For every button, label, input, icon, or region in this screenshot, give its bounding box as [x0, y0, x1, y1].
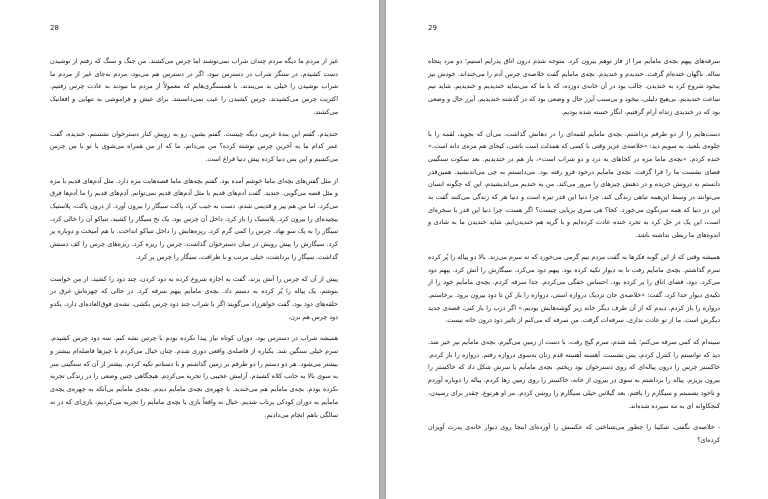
- paragraph: از مثل گفتن‌های بچه‌ای ماما خوشم آمده بود. گفتم بچه‌های ماما قصه‌هایت مزه دارد. مثل آدم‌های قدیم با مزه و مثل قصه می‌گویی. خندید. گفت آدم‌های قدیم با مثل آدم‌های قدیم نمی‌توانم. آدم‌های قدیم را ما آدم‌ها فرق می‌کرد. اما من هم پیر و قدیمی شدم. دست به جیب کرد، پاکت سیگار را بیرون آورد. از درون پاکت، پلاستیک پیچیده‌ای را بیرون کرد. پلاستیک را باز کرد، داخل آن چرس بود. یک نخ سیگار را کشید. تنباکو آن را خالی کرد، سیگار را به یک سو نهاد. چرس را کمی گرم کرد، ریزه‌هایش را داخل تنباکو انداخت. با هم آمیخت و دوباره پر کرد. سیگارش را پیش رویش در میان دسترخوان گذاشت. چرس را ریزه کرد. ریزه‌های چرس را کف دستش گذاشت. سیگار را برداشت، خیلی مرتب و با ظرافت، سیگار را چرس پر کرد.: [50, 176, 338, 261]
- paragraph: همیشه شراب در دسترس بود، دوران کوتاه نیاز پیدا نکرده بودم با چرس نشه کنم. سه دود چرس کشیدم. سرم خیلی سنگین شد. یکباره از فاصله‌ی واقعی دوری شدم. چنان خیال می‌کردم با چیزها فاصله‌ام بیشتر و بیشتر می‌شود. هر دو دستم را دو طرفم بر زمین گذاشتم و با دستانم تکیه کردم. بیشتر از آن که سنگینی سر به سوی بالا به جانب کلاه کشیدم. آرامش عجیبی را تجربه می‌کردم. هیچگاهی چنین وضعی را در زندگی تجربه نکرده بودم. بچه‌ی ماماَیم هم می‌خندید. با چهره‌ی بچه‌ی ماماَیم دیدم. بچه‌ی ماماَیم بی‌آنکه به چهره‌ی بچه‌ی ماماَیم به دوران کودکی پرتاب شدیم. خیال نه واقعاً بازی با بچه‌ی ماماَیم را تجربه می‌کردیم، بازی‌ای که در نه سالگی باهم انجام می‌دادیم.: [50, 334, 338, 419]
- paragraph: خندیدم. گفتم این بندهٔ غریبی دیگه چیست. گفتم بشین. رو به رویش کنار دسترخوان نشستم. خندیده، گفت عمر کدام ما به آخرین چرس نوشته کرده؟ من می‌دانم. ما که از من همراه می‌شوی با تو با من چرس می‌کشیم و این پس دنیا کرده پیش دنیا فراغ است.: [50, 129, 338, 163]
- paragraph: - خلاصه‌ی نگفتی، شکیبا را چطور می‌شناختی که عکسش را آورده‌ای اینجا روی دیوار خانه‌ی پدرت آویزان کرده‌ای؟: [428, 423, 720, 444]
- page-number: 28: [50, 24, 59, 32]
- right-page: [386, 0, 768, 499]
- paragraph: غیر از مردم ما دیگه مردم چندان شراب نمی‌نوشند اما چرس می‌کشند. من جنگ و سنگ که رفتم از نوشیدن دست کشیدم. در سنگر شراب در دسترس نبود، اگر در دسترس هم می‌بود، مردم به‌جای غیر از مردم ما شراب نوشیدن را خیلی بد می‌پندند. با همسنگری‌هایم که معمولاً از مردم ما نبودند به عادت چرس رفتیم. اکثریت چرس می‌کشیدند. چرس کشیدن را عیب نمی‌دانستند. برای عیش و فراموشی به تنهایی و افغانیک می‌کشند.: [50, 57, 338, 116]
- paragraph: پیش از آن که چرس را آتش بزند، گفت به اجازه شروع کرده به دود کردن. چند دود را کشید، از من خواست بنوشم. یک پیاله را پُر کرده به دستم داد. بچه‌ی ماماَیم پیهم سرفه کرد. در حالی که چهره‌اش غرق در حلقه‌های دود بود، گفت خواهرزاد می‌گویند اگر با شراب چند دود چرس بکشی، نشه‌ی فوق‌العاده‌ای دارد، یکدو دود چرس هم بزن.: [50, 274, 338, 321]
- page-number: 29: [428, 24, 437, 32]
- page-body: [428, 55, 720, 456]
- paragraph: همیشه وقتی که از این گونه فکرها به گفت مردم نیم گرمی می‌خورد که نه سرم می‌زند. بالا دو پیاله را پُر کرده سرم گذاشتم. بچه‌ی ماماَیم رفت تا به دیوار تکیه کرده بود. پیهم دود می‌کرد. سیگارش را آتش کرد. پیهم دود می‌کرد. دود، فضای اتاق را پر کرده بود. احساس خفگی می‌کردم. جدا سرفه کردم. بچه‌ی ماماَیم خود را از تکیه‌ی دیوار جدا کرد، گفت: «خلاصه‌ی جان نزدیک دروازه استی، دروازه را باز کن تا دود بیرون برود. برخاستم. دروازه را باز کردم. دیدم که از آن طرف دیگر خانه زیر گوشه‌هایش بودیم.» اگر درب را باز کنی، قصه‌ی جدید دیگرش است. ما از تو عادت نداری، سرفه‌ات گرفت. من سرفه که می‌کنم از تاثیر دود درون خانه نیست.: [428, 252, 720, 325]
- paragraph: سینه‌ام که کمی سرفه می‌کنم؛ بلند شدم، سرم گیج رفت. با دست از زمین می‌گیرم. بچه‌ی ماماَیم نیز خیز شد. دید که توانستم را کنترل کردم، پس نشست. آهسته آهسته قدم زنان به‌سوی دروازه رفتم. دروازه را باز کردم. خاکستر چرس را درون پیاله‌ای که روی دسترخوان بود ریختم. بچه‌ی ماماَیم با سرش شکل داد که خاکستر را بیرون بریزم. پیاله را برداشتم به سوی در بیرون از خانه، خاکستر را روی زمین رها کردم. پیاله را دوباره آوردم و ناخود نشستم و سیگارم را یافتم. بعد گیلاس خیلی سیگارم را روشن کردم. مر او هرنوع، چقدر برای رسیدن، کنجکاوانه ای به مه سپرده شده‌اند.: [428, 338, 720, 410]
- page-body: [50, 55, 338, 430]
- paragraph: دست‌هایم را از دو طرفم برداشتم. بچه‌ی ماماَیم لقمه‌ای را در دهانش گذاشت، می‌آن که بجوید، لقمه را با جلوه‌ی بلعید، به سویم دید: «خلاصه‌ی عزیز وقتی با کسی که همدلت است باشی، کیحای هم مزه‌ی دانه است.» خنده کردم. «بچه‌ی ماما مزه در کجاهای به درد و دو شراب است»، باز هم در خندیدیم. بعد سکوت سنگینی فضای نشست ما را فرا گرفت. بچه‌ی ماماَیم درخود فرو رفته بود. می‌دانستم به چی می‌اندیشید. همین‌قدر دانستم به درونش خزیده و در دهنش چیزهای را مرور می‌کند. من به خندیم می‌اندیشیدم، این که چگونه انسان می‌توانند در وسط این‌همه تباهی زندگی کند. چرا دنیا این قدر تیره است و دنیا هر که زندگی می‌کنند گفت به این در دنیا که همه سرنگون می‌خورد. کجا؟ هی سری بریایی چیست؟ اگر هست، چرا دنیا این قدر با سخره‌ای است، این یک در حل کرد به تجرد خنده عادت کرده‌ایم و با گریه هم خندیدن‌ایم. شاید خندیدن ما به شادی و اندوه‌های ما ربطی نداشته باشد.: [428, 129, 720, 240]
- paragraph: سرفه‌های پیهم بچه‌ی ماماَیم مرا از فاز توهم بیرون کرد. متوجه شدم درون اتاق پدرایم استیم؛ دو مرد پنجاه ساله. ناگهان خنده‌ام گرفت. خندیدم و خندیدم. بچه‌ی ماماَیم گفت خلاصه‌ی چرس آدم را می‌خنداند. خودش نیز بیخود شروع کرد به خندیدن. جالب بود در آن خانه‌ی دوزده، که با ما که می‌نماید خندیدیم و خندیدیم. شاید نیم ساعت خندیدیم. بی‌هیچ دلیلی، بیخود و بی‌سبب آیرز حال و وضعی بود که در گذشته خندیدیم. آیرز حال و وضعی بود که در خندیدی زنداه آرام گرفتیم. انگار خسته شده بودیم.: [428, 57, 720, 116]
- left-page: [0, 0, 379, 499]
